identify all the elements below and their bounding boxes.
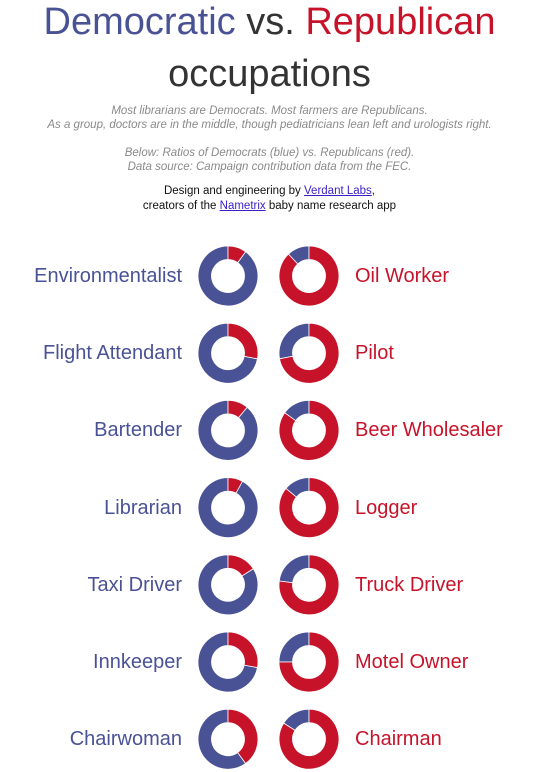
credits-line1: [0, 184, 539, 199]
donut-flight-attendant: [198, 323, 258, 383]
donut-bartender: [198, 400, 258, 460]
credits-prefix: Design and engineering by: [163, 185, 305, 197]
donut-beer-wholesaler: [279, 400, 339, 460]
slice-republican-oil-worker: [279, 246, 339, 306]
credits-comma: ,: [371, 185, 375, 197]
donut-logger: [279, 478, 339, 538]
subtitle-line1: Most librarians are Democrats. Most farmers are Republicans.: [111, 105, 428, 117]
donut-svg: [0, 232, 539, 772]
donut-taxi-driver: [198, 555, 258, 615]
occupation-label-innkeeper: Innkeeper: [93, 651, 182, 673]
occupation-label-chairwoman: Chairwoman: [69, 728, 182, 751]
occupation-label-motel-owner: Motel Owner: [355, 651, 469, 673]
occupation-label-pilot: Pilot: [355, 342, 394, 365]
donut-truck-driver: [279, 555, 339, 615]
slice-democrat-motel-owner: [279, 632, 309, 662]
slice-democrat-truck-driver: [279, 555, 309, 583]
subtitle-line2: As a group, doctors are in the middle, though pediatricians lean left and urologists right.: [47, 119, 492, 131]
slice-democrat-pilot: [279, 323, 309, 359]
occupation-label-bartender: Bartender: [94, 419, 182, 442]
donut-innkeeper: [198, 632, 258, 692]
subtitle-line3: Below: Ratios of Democrats (blue) vs. Republicans (red).: [124, 147, 415, 159]
donut-motel-owner: [279, 632, 339, 692]
occupation-label-flight-attendant: Flight Attendant: [43, 342, 182, 365]
occupation-label-truck-driver: Truck Driver: [355, 573, 464, 596]
credits-line2-prefix: creators of the: [142, 200, 220, 212]
donut-chairwoman: [198, 709, 258, 769]
page-title: [0, 0, 539, 44]
occupation-label-librarian: Librarian: [104, 496, 182, 519]
occupation-label-environmentalist: Environmentalist: [34, 265, 182, 287]
occupation-label-taxi-driver: Taxi Driver: [87, 573, 182, 596]
verdant-labs-link[interactable]: Verdant Labs: [304, 185, 372, 197]
page-title-line2: occupations: [168, 53, 371, 95]
donut-chairman: [279, 709, 339, 769]
occupation-label-chairman: Chairman: [355, 728, 442, 751]
subtitle-line4: Data source: Campaign contribution data from the FEC.: [127, 161, 412, 173]
slice-republican-flight-attendant: [228, 323, 258, 359]
donut-librarian: [198, 478, 258, 538]
nametrix-link[interactable]: Nametrix: [219, 200, 266, 212]
title-vs: vs.: [235, 1, 306, 43]
occupation-label-beer-wholesaler: Beer Wholesaler: [355, 419, 503, 442]
title-republican: Republican: [305, 1, 496, 43]
credits-line2: [0, 199, 539, 214]
donut-environmentalist: [198, 246, 258, 306]
occupation-label-oil-worker: Oil Worker: [355, 265, 450, 287]
slice-republican-innkeeper: [228, 632, 258, 668]
donut-oil-worker: [279, 246, 339, 306]
donut-chart-grid: [0, 232, 539, 772]
occupation-label-logger: Logger: [355, 496, 418, 519]
title-democratic: Democratic: [43, 1, 236, 43]
donut-pilot: [279, 323, 339, 383]
credits-line2-suffix: baby name research app: [265, 200, 397, 212]
